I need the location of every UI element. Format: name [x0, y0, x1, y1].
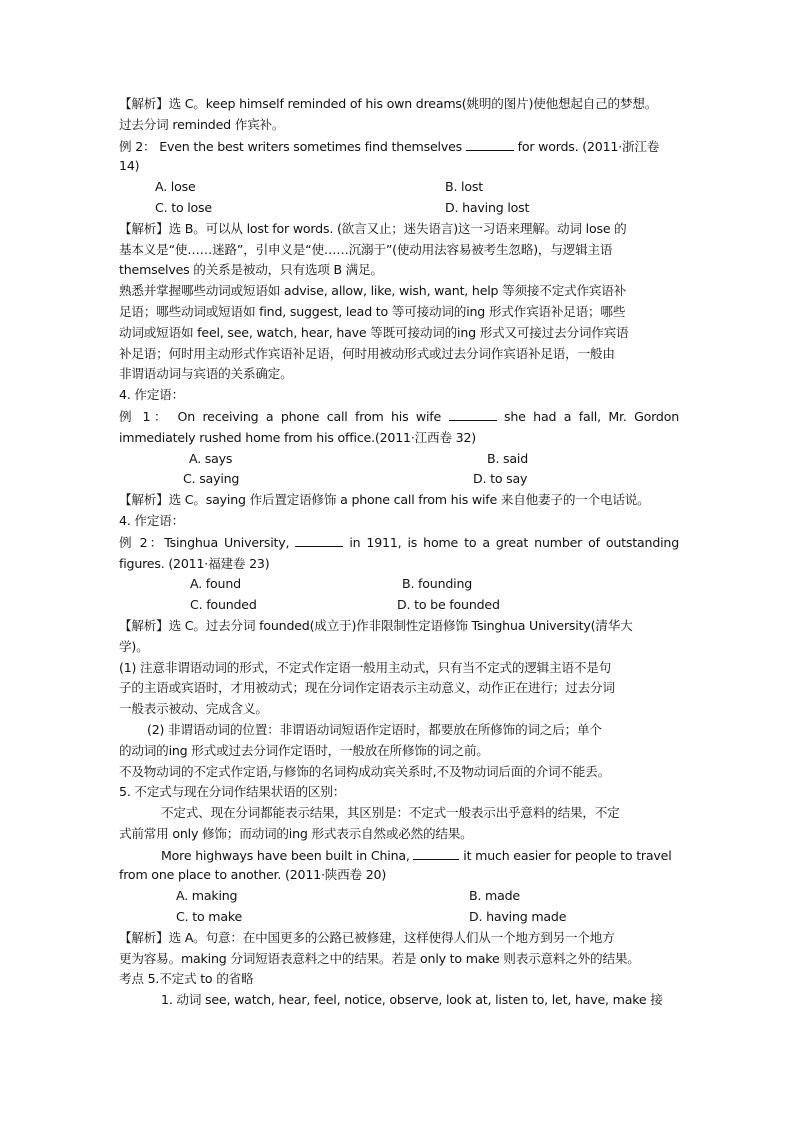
note-text: 补足语；何时用主动形式作宾语补足语，何时用被动形式或过去分词作宾语补足语，一般由 [119, 345, 615, 361]
example-question: immediately rushed home from his office.(2011·江西卷 32) [119, 429, 476, 445]
option-b: B. lost [445, 179, 483, 195]
option-a: A. found [190, 576, 241, 592]
answer-options [119, 177, 679, 198]
section-heading: 4. 作定语： [119, 512, 184, 528]
section-heading: 4. 作定语： [119, 387, 184, 403]
option-b: B. said [487, 450, 529, 466]
option-c: C. to lose [155, 199, 212, 215]
option-c: C. to make [176, 909, 243, 925]
example-question: 14) [119, 158, 140, 174]
note-text: 式前常用 only 修饰；而动词的ing 形式表示自然或必然的结果。 [119, 825, 473, 841]
note-text: 动词或短语如 feel, see, watch, hear, have 等既可接动词的ing 形式又可接过去分词作宾语 [119, 324, 629, 340]
option-d: D. having made [469, 909, 567, 925]
answer-options [119, 886, 679, 907]
answer-options [119, 198, 679, 219]
option-c: C. founded [190, 597, 257, 613]
analysis-text: 学)。 [119, 638, 149, 654]
option-a: A. making [176, 888, 238, 904]
answer-blank [466, 136, 514, 151]
answer-blank [295, 532, 343, 547]
example-question: More highways have been built in China, it much easier for people to travel [119, 845, 679, 866]
analysis-text: themselves 的关系是被动，只有选项 B 满足。 [119, 262, 383, 278]
analysis-text: 【解析】选 B。可以从 lost for words. (欲言又止；迷失语言)这一习语来理解。动词 lose 的 [119, 220, 627, 236]
note-text: 子的主语或宾语时，才用被动式；现在分词作定语表示主动意义，动作正在进行；过去分词 [119, 680, 615, 696]
section-heading: 考点 5.不定式 to 的省略 [119, 971, 254, 987]
document-page [119, 94, 679, 1011]
note-text: 足语；哪些动词或短语如 find, suggest, lead to 等可接动词的ing 形式作宾语补足语；哪些 [119, 303, 626, 319]
analysis-text: 【解析】选 C。过去分词 founded(成立于)作非限制性定语修饰 Tsinghua University(清华大 [119, 617, 633, 633]
analysis-text: 【解析】选 C。keep himself reminded of his own dreams(姚明的图片)使他想起自己的梦想。 [119, 96, 658, 111]
option-b: B. made [469, 888, 520, 904]
note-text: 熟悉并掌握哪些动词或短语如 advise, allow, like, wish, want, help 等须接不定式作宾语补 [119, 283, 627, 299]
answer-blank [413, 845, 459, 860]
option-a: A. lose [155, 179, 196, 195]
option-a: A. says [189, 450, 233, 466]
example-question: 例 2： Even the best writers sometimes find themselves for words. (2011·浙江卷 [119, 136, 679, 157]
note-text: (1) 注意非谓语动词的形式，不定式作定语一般用主动式，只有当不定式的逻辑主语不是句 [119, 659, 612, 675]
option-c: C. saying [183, 471, 240, 487]
answer-options [119, 449, 679, 470]
answer-options [119, 469, 679, 490]
example-question: 例 1： On receiving a phone call from his wife she had a fall, Mr. Gordon [119, 406, 679, 428]
note-text: 非谓语动词与宾语的关系确定。 [119, 366, 293, 382]
answer-options [119, 574, 679, 595]
answer-blank [449, 406, 497, 421]
analysis-text: 【解析】选 A。句意：在中国更多的公路已被修建，这样使得人们从一个地方到另一个地方 [119, 929, 615, 945]
note-text: 不定式、现在分词都能表示结果，其区别是：不定式一般表示出乎意料的结果，不定 [161, 805, 620, 821]
answer-options [119, 595, 679, 616]
option-d: D. to be founded [397, 597, 500, 613]
note-text: 一般表示被动、完成含义。 [119, 701, 268, 717]
example-question: from one place to another. (2011·陕西卷 20) [119, 867, 387, 883]
example-question: 例 2：Tsinghua University, in 1911, is home to a great number of outstanding [119, 532, 679, 554]
answer-options [119, 907, 679, 928]
section-heading: 5. 不定式与现在分词作结果状语的区别： [119, 784, 346, 800]
note-text: 1. 动词 see, watch, hear, feel, notice, observe, look at, listen to, let, have, make 接 [161, 992, 663, 1008]
option-d: D. having lost [445, 199, 530, 215]
analysis-text: 更为容易。making 分词短语表意料之中的结果。若是 only to make 则表示意料之外的结果。 [119, 950, 640, 966]
analysis-text: 【解析】选 C。saying 作后置定语修饰 a phone call from his wife 来自他妻子的一个电话说。 [119, 492, 650, 508]
note-text: 不及物动词的不定式作定语,与修饰的名词构成动宾关系时,不及物动词后面的介词不能丢。 [119, 763, 610, 779]
note-text: (2) 非谓语动词的位置：非谓语动词短语作定语时，都要放在所修饰的词之后；单个 [147, 721, 602, 737]
option-b: B. founding [402, 576, 473, 592]
analysis-text: 基本义是“使……迷路”，引申义是“使……沉溺于”(使动用法容易被考生忽略)，与逻辑主语 [119, 241, 613, 257]
example-question: figures. (2011·福建卷 23) [119, 555, 270, 571]
note-text: 的动词的ing 形式或过去分词作定语时，一般放在所修饰的词之前。 [119, 742, 489, 758]
analysis-text: 过去分词 reminded 作宾补。 [119, 116, 285, 132]
option-d: D. to say [473, 471, 528, 487]
